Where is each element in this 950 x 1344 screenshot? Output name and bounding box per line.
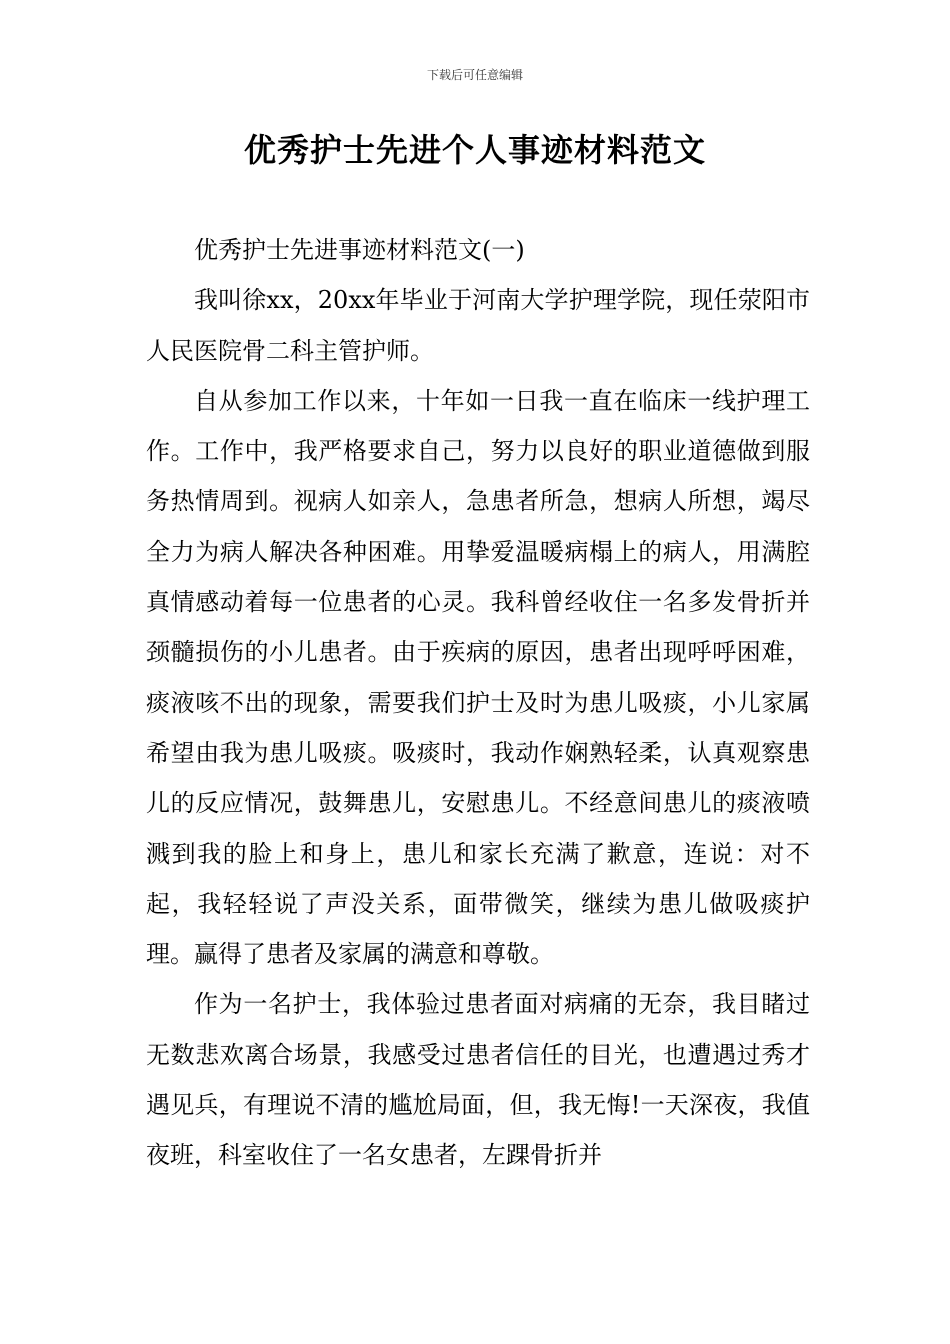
- paragraph-experience: 作为一名护士，我体验过患者面对病痛的无奈，我目睹过无数悲欢离合场景，我感受过患者信任的目光，也遭遇过秀才遇见兵，有理说不清的尴尬局面，但，我无悔!一天深夜，我值夜班，科室收住了一名女患者，左踝骨折并: [146, 990, 810, 1170]
- document-body: [146, 225, 810, 1181]
- document-title: 优秀护士先进个人事迹材料范文: [243, 131, 706, 169]
- header-note: 下载后可任意编辑: [426, 68, 523, 82]
- paragraph-work: 自从参加工作以来，十年如一日我一直在临床一线护理工作。工作中，我严格要求自己，努力以良好的职业道德做到服务热情周到。视病人如亲人，急患者所急，想病人所想，竭尽全力为病人解决各种困难。用挚爱温暖病榻上的病人，用满腔真情感动着每一位患者的心灵。我科曾经收住一名多发骨折并颈髓损伤的小儿患者。由于疾病的原因，患者出现呼呼困难，痰液咳不出的现象，需要我们护士及时为患儿吸痰，小儿家属希望由我为患儿吸痰。吸痰时，我动作娴熟轻柔，认真观察患儿的反应情况，鼓舞患儿，安慰患儿。不经意间患儿的痰液喷溅到我的脸上和身上，患儿和家长充满了歉意，连说：对不起，我轻轻说了声没关系，面带微笑，继续为患儿做吸痰护理。赢得了患者及家属的满意和尊敬。: [146, 386, 810, 969]
- section-subtitle: 优秀护士先进事迹材料范文(一): [194, 236, 525, 264]
- paragraph-intro: 我叫徐xx，20xx年毕业于河南大学护理学院，现任荥阳市人民医院骨二科主管护师。: [146, 286, 810, 365]
